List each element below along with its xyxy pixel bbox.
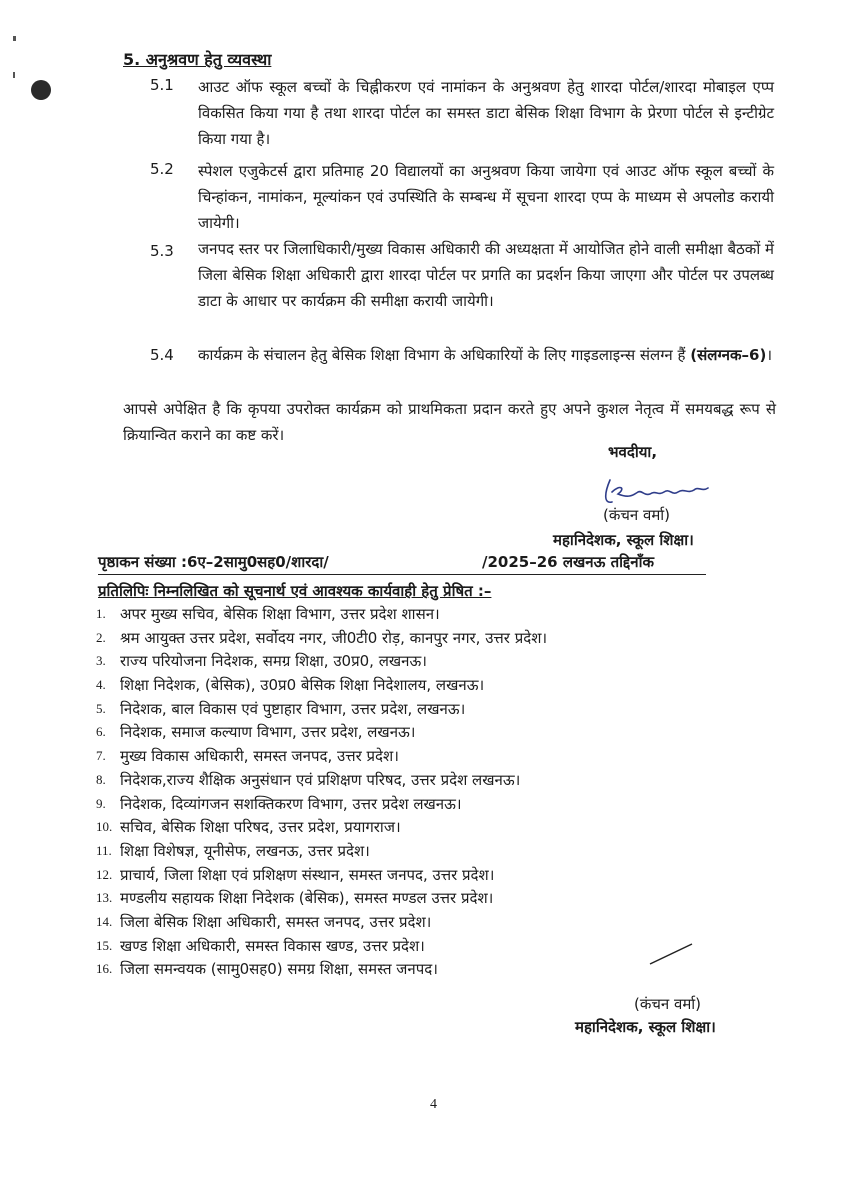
signatory-name: (कंचन वर्मा) <box>603 506 671 524</box>
copy-list-number: 14. <box>96 913 113 929</box>
copy-list-item <box>96 817 547 841</box>
copy-list-number: 2. <box>96 629 106 645</box>
copy-list-text: शिक्षा निदेशक, (बेसिक), उ0प्र0 बेसिक शिक्षा निदेशालय, लखनऊ। <box>120 676 485 695</box>
copy-list-item <box>96 770 547 794</box>
copy-list-number: 12. <box>96 866 113 882</box>
item-text: आउट ऑफ स्कूल बच्चों के चिह्नीकरण एवं नामांकन के अनुश्रवण हेतु शारदा पोर्टल/शारदा मोबाइल एप्प विकसित किया गया है तथा शारदा पोर्टल का समस्त डाटा बेसिक शिक्षा विभाग के प्रेरणा पोर्टल से इन्टीग्रेट किया गया है। <box>198 78 774 148</box>
copy-list-text: प्राचार्य, जिला शिक्षा एवं प्रशिक्षण संस्थान, समस्त जनपद, उत्तर प्रदेश। <box>120 865 495 884</box>
copy-list-text: खण्ड शिक्षा अधिकारी, समस्त विकास खण्ड, उत्तर प्रदेश। <box>120 936 425 955</box>
footer-signatory-designation: महानिदेशक, स्कूल शिक्षा। <box>575 1018 716 1036</box>
scan-mark <box>13 72 15 78</box>
copy-list-item <box>96 628 547 652</box>
copy-list-item <box>96 888 547 912</box>
copy-list-text: जिला बेसिक शिक्षा अधिकारी, समस्त जनपद, उत्तर प्रदेश। <box>120 912 432 931</box>
copy-list-text: मण्डलीय सहायक शिक्षा निदेशक (बेसिक), समस्त मण्डल उत्तर प्रदेश। <box>120 889 494 908</box>
copy-list-text: निदेशक, समाज कल्याण विभाग, उत्तर प्रदेश, लखनऊ। <box>120 723 416 742</box>
item-text <box>198 342 774 368</box>
copy-list-number: 5. <box>96 700 106 716</box>
annexure-ref: (संलग्नक–6) <box>690 346 767 364</box>
copy-list-number: 16. <box>96 961 113 977</box>
salutation: भवदीया, <box>608 443 658 461</box>
item-number: 5.1 <box>150 76 174 94</box>
copy-list-item <box>96 794 547 818</box>
copy-list-number: 1. <box>96 606 106 621</box>
copy-list-item <box>96 959 547 983</box>
copy-list-number: 3. <box>96 653 106 669</box>
copy-list-number: 8. <box>96 771 106 787</box>
copy-list-item <box>96 675 547 699</box>
punch-hole <box>31 80 51 100</box>
reference-line <box>98 552 706 575</box>
copy-list-text: निदेशक, दिव्यांगजन सशक्तिकरण विभाग, उत्तर प्रदेश लखनऊ। <box>120 794 462 813</box>
item-number: 5.3 <box>150 242 174 260</box>
copy-list-text: निदेशक,राज्य शैक्षिक अनुसंधान एवं प्रशिक्षण परिषद, उत्तर प्रदेश लखनऊ। <box>120 770 521 789</box>
reference-number: पृष्ठाकन संख्या :6ए–2सामु0सह0/शारदा/ <box>98 553 329 571</box>
closing-note: आपसे अपेक्षित है कि कृपया उपरोक्त कार्यक्रम को प्राथमिकता प्रदान करते हुए अपने कुशल नेतृत्व में समयबद्ध रूप से क्रियान्वित कराने का कष्ट करें। <box>123 400 776 444</box>
copy-list <box>96 604 547 983</box>
copy-list-number: 6. <box>96 724 106 740</box>
item-number: 5.4 <box>150 346 174 364</box>
copy-list-text: मुख्य विकास अधिकारी, समस्त जनपद, उत्तर प्रदेश। <box>120 747 399 766</box>
copy-list-number: 10. <box>96 819 113 835</box>
initial-mark <box>648 942 694 966</box>
copy-list-text: निदेशक, बाल विकास एवं पुष्टाहार विभाग, उत्तर प्रदेश, लखनऊ। <box>120 699 466 718</box>
copy-list-item <box>96 841 547 865</box>
copy-list-item <box>96 936 547 960</box>
copy-list-text: जिला समन्वयक (सामु0सह0) समग्र शिक्षा, समस्त जनपद। <box>120 960 438 979</box>
copy-list-item <box>96 912 547 936</box>
footer-signatory-name: (कंचन वर्मा) <box>634 995 702 1013</box>
copy-list-number: 7. <box>96 748 106 764</box>
copy-list-number: 13. <box>96 890 113 906</box>
copy-list-number: 4. <box>96 677 106 693</box>
copy-list-text: राज्य परियोजना निदेशक, समग्र शिक्षा, उ0प्र0, लखनऊ। <box>120 652 427 671</box>
copy-list-item <box>96 651 547 675</box>
copy-list-number: 15. <box>96 937 113 953</box>
reference-date: /2025–26 लखनऊ तद्दिनॉंक <box>482 553 655 571</box>
item-text-main: कार्यक्रम के संचालन हेतु बेसिक शिक्षा विभाग के अधिकारियों के लिए गाइडलाइन्स संलग्न हैं <box>198 346 686 364</box>
copy-list-text: सचिव, बेसिक शिक्षा परिषद, उत्तर प्रदेश, प्रयागराज। <box>120 818 401 837</box>
copy-list-text: श्रम आयुक्त उत्तर प्रदेश, सर्वोदय नगर, जी0टी0 रोड़, कानपुर नगर, उत्तर प्रदेश। <box>120 628 548 647</box>
copy-list-number: 11. <box>96 842 112 858</box>
copy-list-text: शिक्षा विशेषज्ञ, यूनीसेफ, लखनऊ, उत्तर प्रदेश। <box>120 841 370 860</box>
item-number: 5.2 <box>150 160 174 178</box>
scan-mark <box>13 36 16 41</box>
copy-list-text: अपर मुख्य सचिव, बेसिक शिक्षा विभाग, उत्तर प्रदेश शासन। <box>120 605 440 623</box>
copy-list-number: 9. <box>96 795 106 811</box>
copy-heading: प्रतिलिपिः निम्नलिखित को सूचनार्थ एवं आवश्यक कार्यवाही हेतु प्रेषित :– <box>98 582 492 600</box>
copy-list-item <box>96 746 547 770</box>
item-text-end: । <box>766 346 772 364</box>
copy-list-item <box>96 722 547 746</box>
copy-list-item <box>96 604 547 628</box>
copy-list-item <box>96 699 547 723</box>
copy-list-item <box>96 865 547 889</box>
item-text: जनपद स्तर पर जिलाधिकारी/मुख्य विकास अधिकारी की अध्यक्षता में आयोजित होने वाली समीक्षा बैठकों में जिला बेसिक शिक्षा अधिकारी द्वारा शारदा पोर्टल पर प्रगति का प्रदर्शन किया जाएगा और पोर्टल पर उपलब्ध डाटा के आधार पर कार्यक्रम की समीक्षा करायी जायेगी। <box>198 240 774 310</box>
page-number: 4 <box>430 1097 437 1112</box>
item-text: स्पेशल एजुकेटर्स द्वारा प्रतिमाह 20 विद्यालयों का अनुश्रवण किया जायेगा एवं आउट ऑफ स्कूल बच्चों के चिन्हांकन, नामांकन, मूल्यांकन एवं उपस्थिति के सम्बन्ध में सूचना शारदा एप्प के माध्यम से अपलोड करायी जायेगी। <box>198 162 774 232</box>
section-title: 5. अनुश्रवण हेतु व्यवस्था <box>123 50 272 69</box>
signatory-designation: महानिदेशक, स्कूल शिक्षा। <box>553 531 694 549</box>
